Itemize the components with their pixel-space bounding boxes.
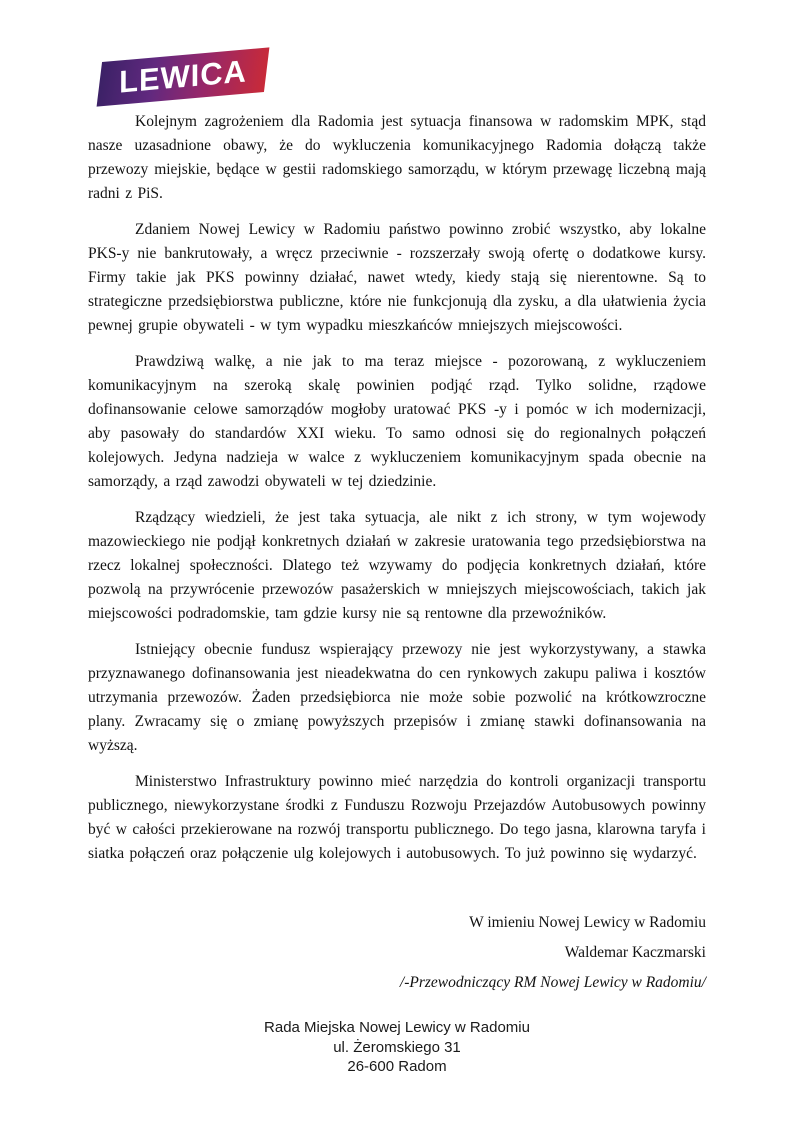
signature-on-behalf: W imieniu Nowej Lewicy w Radomiu (469, 914, 706, 931)
signature-block (88, 908, 706, 998)
lewica-logo-text: LEWICA (119, 53, 247, 100)
footer-address (0, 1018, 794, 1077)
footer-organization: Rada Miejska Nowej Lewicy w Radomiu (264, 1019, 530, 1036)
letter-body (88, 110, 706, 998)
signature-name: Waldemar Kaczmarski (564, 944, 706, 961)
paragraph-1: Kolejnym zagrożeniem dla Radomia jest sytuacja finansowa w radomskim MPK, stąd nasze uzasadnione obawy, że do wykluczenia komunikacyjnego Radomia dołączą także przewozy miejskie, będące w gestii radomskiego samorządu, w którym przewagę liczebną mają radni z PiS. (88, 113, 706, 202)
signature-role: /-Przewodniczący RM Nowej Lewicy w Radomiu/ (399, 974, 706, 991)
paragraph-3: Prawdziwą walkę, a nie jak to ma teraz miejsce - pozorowaną, z wykluczeniem komunikacyjnym na szeroką skalę powinien podjąć rząd. Tylko solidne, rządowe dofinansowanie celowe samorządów mogłoby uratować PKS -y i pomóc w ich modernizacji, aby pasowały do standardów XXI wieku. To samo odnosi się do regionalnych połączeń kolejowych. Jedyna nadzieja w walce z wykluczeniem komunikacyjnym spada obecnie na samorządy, a rząd zawodzi obywateli w tej dziedzinie. (88, 353, 706, 490)
paragraph-4: Rządzący wiedzieli, że jest taka sytuacja, ale nikt z ich strony, w tym wojewody mazowieckiego nie podjął konkretnych działań w zakresie uratowania tego przedsiębiorstwa na rzecz lokalnej społeczności. Dlatego też wzywamy do podjęcia konkretnych działań, które pozwolą na przywrócenie przewozów pasażerskich w mniejszych miejscowościach, takich jak miejscowości podradomskie, tam gdzie kursy nie są rentowne dla przewoźników. (88, 509, 706, 622)
paragraph-2: Zdaniem Nowej Lewicy w Radomiu państwo powinno zrobić wszystko, aby lokalne PKS-y nie bankrutowały, a wręcz przeciwnie - rozszerzały swoją ofertę o dodatkowe kursy. Firmy takie jak PKS powinny działać, nawet wtedy, kiedy stają się nierentowne. Są to strategiczne przedsiębiorstwa publiczne, które nie funkcjonują dla zysku, a dla ułatwienia życia pewnej grupie obywateli - w tym wypadku mieszkańców mniejszych miejscowości. (88, 221, 706, 334)
paragraph-5: Istniejący obecnie fundusz wspierający przewozy nie jest wykorzystywany, a stawka przyznawanego dofinansowania jest nieadekwatna do cen rynkowych zakupu paliwa i kosztów utrzymania przewozów. Żaden przedsiębiorca nie może sobie pozwolić na krótkowzroczne plany. Zwracamy się o zmianę powyższych przepisów i zmianę stawki dofinansowania na wyższą. (88, 641, 706, 754)
footer-street: ul. Żeromskiego 31 (333, 1038, 461, 1056)
footer-city: 26-600 Radom (347, 1058, 447, 1075)
paragraph-6: Ministerstwo Infrastruktury powinno mieć narzędzia do kontroli organizacji transportu publicznego, niewykorzystane środki z Funduszu Rozwoju Przejazdów Autobusowych powinny być w całości przekierowane na rozwój transportu publicznego. Do tego jasna, klarowna taryfa i siatka połączeń oraz połączenie ulg kolejowych i autobusowych. To już powinno się wydarzyć. (88, 773, 706, 862)
lewica-logo (97, 47, 270, 106)
